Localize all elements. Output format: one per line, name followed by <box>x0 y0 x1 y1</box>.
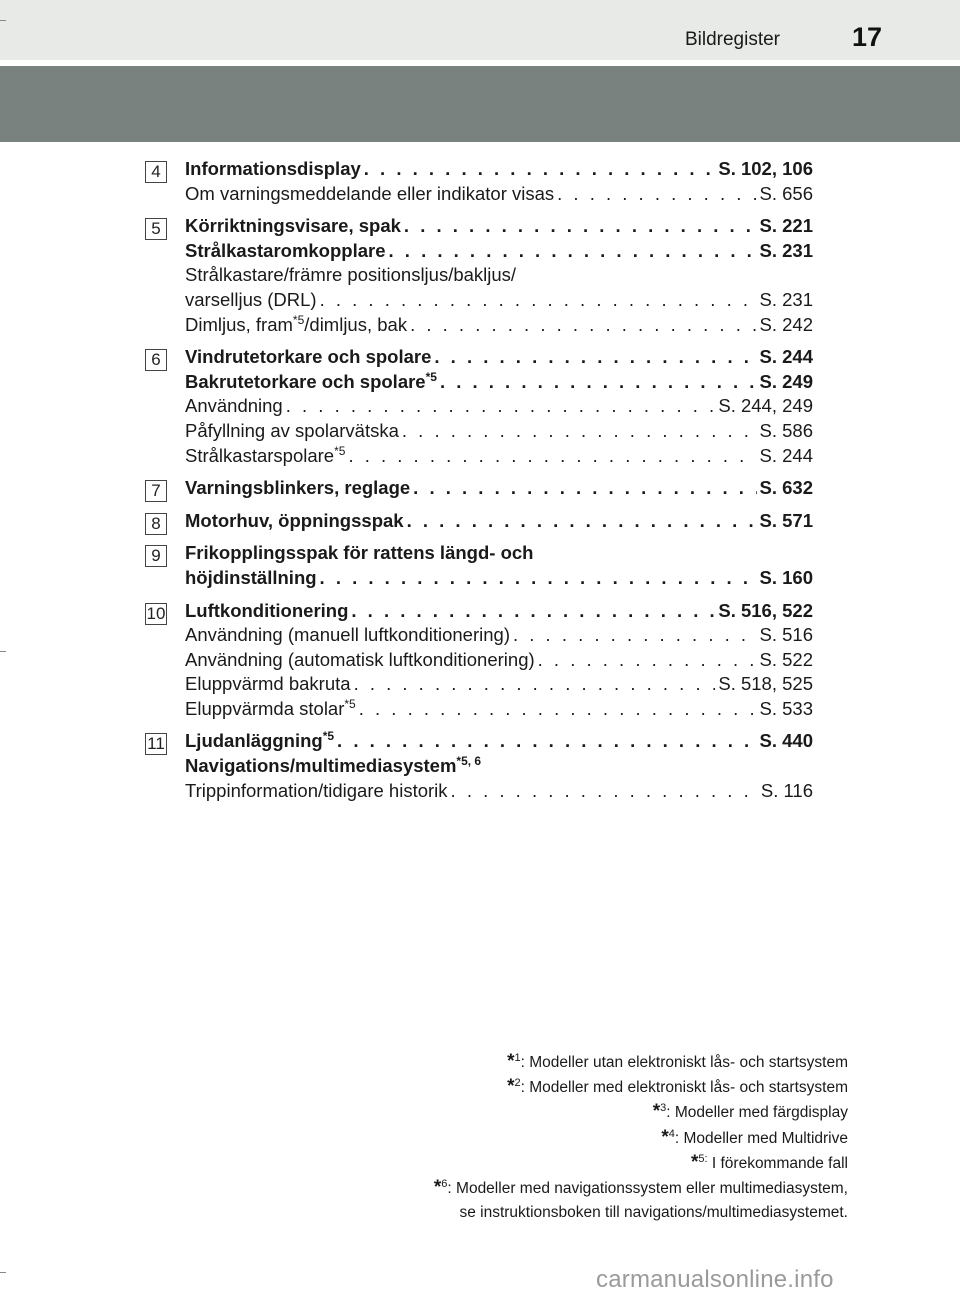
footnote-line: *$^6$: Modeller med navigationssystem eller multimediasystem, <box>433 1177 848 1199</box>
footnote-ref: *5 <box>334 443 346 458</box>
page-reference[interactable]: S. 231 <box>759 239 813 261</box>
dot-leader <box>513 623 757 648</box>
dot-leader <box>434 345 756 370</box>
index-entry <box>185 599 813 624</box>
index-entry <box>185 263 813 288</box>
footnote-number: 6 <box>441 1177 448 1190</box>
index-entry <box>185 729 813 754</box>
footnote-line: *$^{5:}$ I förekommande fall <box>690 1151 848 1173</box>
index-entry <box>185 672 813 697</box>
dot-leader <box>389 239 757 264</box>
index-entry <box>185 157 813 182</box>
entry-label: Eluppvärmd bakruta <box>185 673 351 695</box>
index-entry <box>185 370 813 395</box>
dot-leader <box>286 394 716 419</box>
footnote-number: 2 <box>514 1077 521 1090</box>
footnote-ref: *5 <box>344 696 356 711</box>
index-entry <box>185 394 813 419</box>
page-reference[interactable]: S. 244 <box>759 444 813 466</box>
page-reference[interactable]: S. 656 <box>759 182 813 204</box>
callout-number-badge: 6 <box>145 349 167 371</box>
index-entry <box>185 566 813 591</box>
entry-label: Dimljus, fram$^{*5}$/dimljus, bak <box>185 312 408 335</box>
page-reference[interactable]: S. 518, 525 <box>718 673 813 695</box>
callout-number-badge: 11 <box>145 733 167 755</box>
index-entry <box>185 444 813 469</box>
dot-leader <box>364 157 716 182</box>
entry-label: Trippinformation/tidigare historik <box>185 779 448 801</box>
dot-leader <box>348 444 756 469</box>
dot-leader <box>320 288 757 313</box>
entry-label: Eluppvärmda stolar$^{*5}$ <box>185 696 356 719</box>
index-group <box>145 157 813 206</box>
crop-mark <box>0 1272 6 1273</box>
entry-label: Om varningsmeddelande eller indikator visas <box>185 182 555 204</box>
entry-label: Strålkastaromkopplare <box>185 239 386 261</box>
page-reference[interactable]: S. 586 <box>759 419 813 441</box>
footnote-ref: *5 <box>292 312 305 327</box>
page-reference[interactable]: S. 116 <box>760 779 813 801</box>
entry-label: Ljudanläggning$^{*5}$ <box>185 729 335 752</box>
index-list <box>145 157 813 811</box>
footnote-asterisk: * <box>661 1126 669 1148</box>
dot-leader <box>320 566 757 591</box>
footnote-asterisk: * <box>507 1076 515 1098</box>
callout-number-badge: 7 <box>145 480 167 502</box>
dot-leader <box>354 672 716 697</box>
footnote-line: se instruktionsboken till navigations/multimediasystemet. <box>459 1204 848 1222</box>
page-reference[interactable]: S. 244, 249 <box>718 395 813 417</box>
index-entry <box>185 754 813 779</box>
header-band <box>0 0 960 60</box>
dot-leader <box>402 419 757 444</box>
page-reference[interactable]: S. 516 <box>759 624 813 646</box>
index-entry <box>185 541 813 566</box>
entry-label: Påfyllning av spolarvätska <box>185 419 399 441</box>
footnote-line: *$^4$: Modeller med Multidrive <box>661 1126 848 1148</box>
entry-label: Luftkonditionering <box>185 599 349 621</box>
callout-number-badge: 5 <box>145 218 167 240</box>
index-group <box>145 729 813 803</box>
entry-label: Frikopplingsspak för rattens längd- och <box>185 542 534 564</box>
callout-number-badge: 4 <box>145 161 167 183</box>
page-reference[interactable]: S. 244 <box>759 346 813 368</box>
index-entry <box>185 288 813 313</box>
crop-mark <box>0 20 6 21</box>
index-group <box>145 541 813 590</box>
dot-leader <box>407 509 757 534</box>
footnote-number: 3 <box>660 1102 667 1115</box>
index-entry <box>185 239 813 264</box>
page-reference[interactable]: S. 440 <box>759 730 813 752</box>
page-reference[interactable]: S. 160 <box>759 566 813 588</box>
footnote-ref: *5 <box>322 729 335 744</box>
page-reference[interactable]: S. 249 <box>759 370 813 392</box>
footnote-number: 4 <box>668 1127 675 1140</box>
index-entry <box>185 313 813 338</box>
footnotes <box>434 1050 848 1225</box>
index-entry <box>185 779 813 804</box>
dot-leader <box>440 370 757 395</box>
index-group <box>145 509 813 534</box>
entry-label: höjdinställning <box>185 566 317 588</box>
footnote-line: *$^1$: Modeller utan elektroniskt lås- och startsystem <box>507 1051 848 1072</box>
page-reference[interactable]: S. 221 <box>759 215 813 237</box>
callout-number-badge: 9 <box>145 545 167 567</box>
entry-label: Användning (automatisk luftkonditionering) <box>185 648 535 670</box>
entry-label: Användning <box>185 395 283 417</box>
entry-label: Navigations/multimediasystem$^{*5, 6}$ <box>185 753 482 777</box>
dot-leader <box>413 476 756 501</box>
entry-label: Motorhuv, öppningsspak <box>185 509 404 531</box>
index-entry <box>185 648 813 673</box>
footnote-asterisk: * <box>652 1101 661 1123</box>
page-reference[interactable]: S. 571 <box>759 509 813 531</box>
entry-label: varselljus (DRL) <box>185 288 317 310</box>
index-entry <box>185 419 813 444</box>
dot-leader <box>359 697 757 722</box>
index-entry <box>185 697 813 722</box>
entry-label: Användning (manuell luftkonditionering) <box>185 624 510 646</box>
dot-leader <box>557 182 756 207</box>
index-entry <box>185 182 813 207</box>
dot-leader <box>410 313 756 338</box>
footnote-asterisk: * <box>507 1051 515 1072</box>
index-group <box>145 476 813 501</box>
section-title: Bildregister <box>684 29 780 50</box>
dot-leader <box>538 648 757 673</box>
callout-number-badge: 8 <box>145 513 167 535</box>
page-reference[interactable]: S. 522 <box>759 648 813 670</box>
entry-label: Strålkastare/främre positionsljus/bakljus/ <box>185 264 517 286</box>
entry-label: Strålkastarspolare$^{*5}$ <box>185 443 346 466</box>
footnote-ref: *5 <box>425 369 437 384</box>
page-reference[interactable]: S. 632 <box>759 477 813 499</box>
footnote-number: 1 <box>514 1051 521 1064</box>
footnote-line: *$^3$: Modeller med färgdisplay <box>652 1101 848 1123</box>
index-group <box>145 345 813 468</box>
page-reference[interactable]: S. 102, 106 <box>718 158 813 179</box>
index-group <box>145 599 813 722</box>
page-reference[interactable]: S. 533 <box>759 697 813 719</box>
entry-label: Varningsblinkers, reglage <box>185 477 411 499</box>
entry-label: Körriktningsvisare, spak <box>185 215 401 237</box>
dot-leader <box>351 599 715 624</box>
footnote-asterisk: * <box>433 1177 442 1199</box>
index-entry <box>185 345 813 370</box>
entry-label: Bakrutetorkare och spolare$^{*5}$ <box>185 369 437 392</box>
footnote-asterisk: * <box>690 1151 699 1173</box>
dot-leader <box>404 214 757 239</box>
index-entry <box>185 214 813 239</box>
page-reference[interactable]: S. 516, 522 <box>718 599 813 621</box>
page-reference[interactable]: S. 242 <box>759 313 813 335</box>
page-reference[interactable]: S. 231 <box>759 288 813 310</box>
crop-mark <box>0 651 6 652</box>
watermark: carmanualsonline.info <box>596 1266 834 1293</box>
callout-number-badge: 10 <box>146 603 166 623</box>
index-entry <box>185 623 813 648</box>
index-entry <box>185 476 813 501</box>
index-entry <box>185 509 813 534</box>
footnote-line: *$^2$: Modeller med elektroniskt lås- och startsystem <box>507 1076 848 1098</box>
dot-leader <box>451 779 758 804</box>
footnote-number: 5: <box>698 1152 708 1165</box>
entry-label: Informationsdisplay <box>185 158 361 179</box>
entry-label: Vindrutetorkare och spolare <box>185 346 432 368</box>
footnote-ref: *5, 6 <box>456 753 482 768</box>
page-number: 17 <box>851 22 882 52</box>
section-banner <box>0 66 960 142</box>
dot-leader <box>337 729 756 754</box>
index-group <box>145 214 813 337</box>
